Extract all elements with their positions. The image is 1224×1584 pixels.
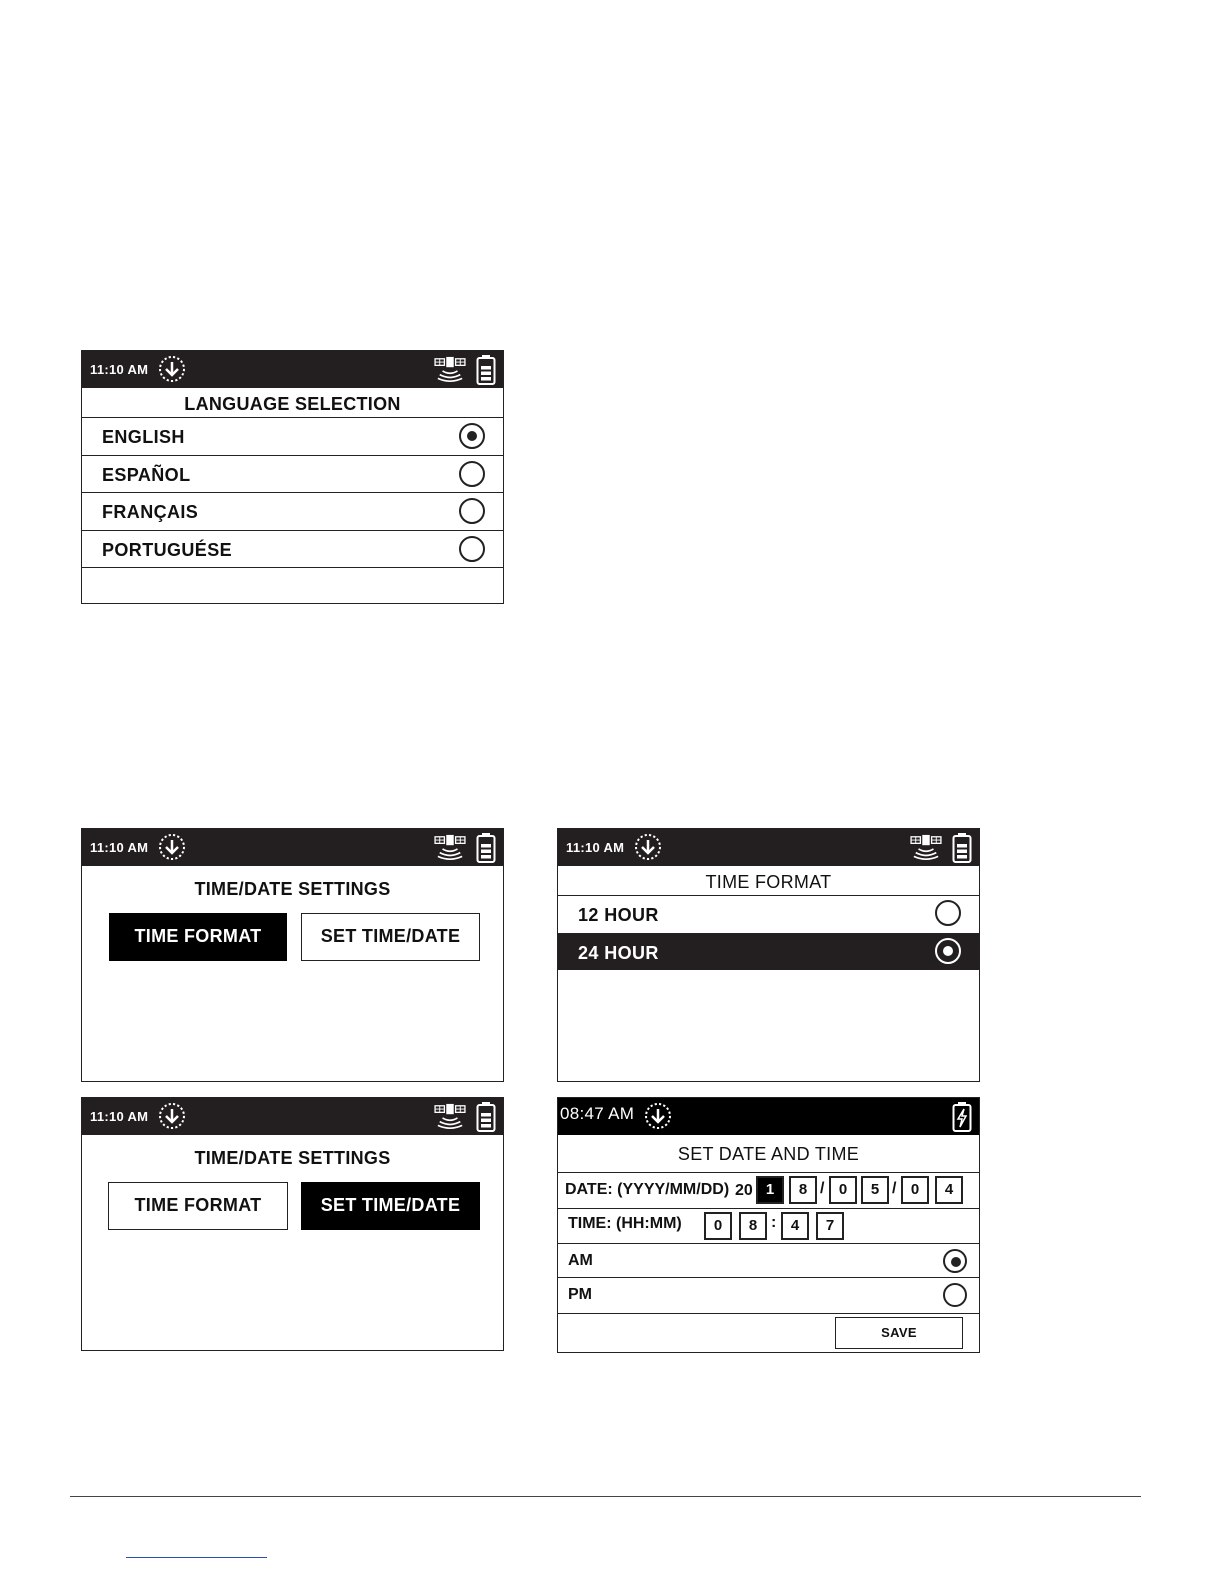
pm-label: PM [568, 1286, 592, 1303]
set-time-date-button[interactable]: SET TIME/DATE [301, 1182, 480, 1230]
footer-divider [70, 1496, 1141, 1497]
language-option-portuguese[interactable] [82, 530, 503, 567]
date-label: DATE: (YYYY/MM/DD) [565, 1181, 730, 1198]
save-row [558, 1313, 979, 1352]
screen-title: TIME/DATE SETTINGS [194, 1148, 391, 1168]
option-label: 24 HOUR [578, 943, 659, 963]
date-separator: / [892, 1180, 897, 1197]
status-bar [558, 1098, 979, 1135]
status-time: 08:47 AM [560, 1104, 635, 1123]
download-arrow-icon [158, 833, 186, 861]
status-time: 11:10 AM [566, 840, 625, 855]
satellite-signal-icon [433, 834, 467, 862]
minute-digit-1[interactable]: 4 [781, 1212, 809, 1240]
time-separator: : [771, 1214, 777, 1231]
screen-title: TIME/DATE SETTINGS [194, 879, 391, 899]
language-option-francais[interactable] [82, 492, 503, 530]
satellite-signal-icon [909, 834, 943, 862]
option-label: ESPAÑOL [102, 465, 191, 485]
download-arrow-icon [158, 1102, 186, 1130]
set-date-time-screen [557, 1097, 980, 1353]
status-bar [558, 829, 979, 866]
download-arrow-icon [644, 1102, 672, 1130]
radio-button-selected[interactable] [459, 423, 485, 449]
language-option-english[interactable] [82, 417, 503, 455]
year-digit-2[interactable]: 8 [789, 1176, 817, 1204]
time-format-screen [557, 828, 980, 1082]
radio-button-selected[interactable] [935, 938, 961, 964]
status-time: 11:10 AM [90, 840, 149, 855]
battery-icon [476, 832, 496, 863]
status-bar [82, 1098, 503, 1135]
satellite-signal-icon [433, 356, 467, 384]
am-label: AM [568, 1252, 593, 1269]
time-format-button[interactable]: TIME FORMAT [108, 1182, 288, 1230]
radio-button[interactable] [459, 461, 485, 487]
date-row [558, 1172, 979, 1208]
time-format-option-24-hour[interactable] [558, 933, 979, 970]
time-format-button[interactable]: TIME FORMAT [109, 913, 287, 961]
am-radio-selected[interactable] [943, 1249, 967, 1273]
battery-icon [476, 1101, 496, 1132]
time-row [558, 1208, 979, 1243]
status-bar [82, 351, 503, 388]
status-bar [82, 829, 503, 866]
year-prefix: 20 [735, 1182, 753, 1199]
minute-digit-2[interactable]: 7 [816, 1212, 844, 1240]
time-date-settings-screen [81, 828, 504, 1082]
empty-row [82, 567, 503, 603]
year-digit-1[interactable]: 1 [756, 1176, 784, 1204]
screen-title: SET DATE AND TIME [677, 1144, 860, 1164]
battery-icon [476, 354, 496, 385]
option-label: 12 HOUR [578, 905, 659, 925]
day-digit-1[interactable]: 0 [901, 1176, 929, 1204]
pm-option[interactable] [558, 1277, 979, 1313]
pm-radio[interactable] [943, 1283, 967, 1307]
save-button[interactable]: SAVE [835, 1317, 963, 1349]
satellite-signal-icon [433, 1103, 467, 1131]
screen-title: TIME FORMAT [705, 872, 832, 892]
time-format-option-12-hour[interactable] [558, 895, 979, 933]
download-arrow-icon [158, 355, 186, 383]
am-option[interactable] [558, 1243, 979, 1277]
hour-digit-1[interactable]: 0 [704, 1212, 732, 1240]
day-digit-2[interactable]: 4 [935, 1176, 963, 1204]
language-selection-screen [81, 350, 504, 604]
radio-button[interactable] [459, 536, 485, 562]
set-time-date-button[interactable]: SET TIME/DATE [301, 913, 480, 961]
status-time: 11:10 AM [90, 1109, 149, 1124]
footer-link-underline[interactable] [126, 1557, 267, 1558]
date-separator: / [820, 1180, 825, 1197]
hour-digit-2[interactable]: 8 [739, 1212, 767, 1240]
month-digit-1[interactable]: 0 [829, 1176, 857, 1204]
radio-button[interactable] [459, 498, 485, 524]
option-label: ENGLISH [102, 427, 185, 447]
month-digit-2[interactable]: 5 [861, 1176, 889, 1204]
battery-charging-icon [952, 1101, 972, 1132]
language-option-espanol[interactable] [82, 455, 503, 492]
option-label: PORTUGUÉSE [102, 540, 233, 560]
option-label: FRANÇAIS [102, 502, 199, 522]
download-arrow-icon [634, 833, 662, 861]
time-date-settings-screen [81, 1097, 504, 1351]
battery-icon [952, 832, 972, 863]
status-time: 11:10 AM [90, 362, 149, 377]
time-label: TIME: (HH:MM) [568, 1215, 682, 1232]
screen-title: LANGUAGE SELECTION [184, 394, 401, 414]
radio-button[interactable] [935, 900, 961, 926]
